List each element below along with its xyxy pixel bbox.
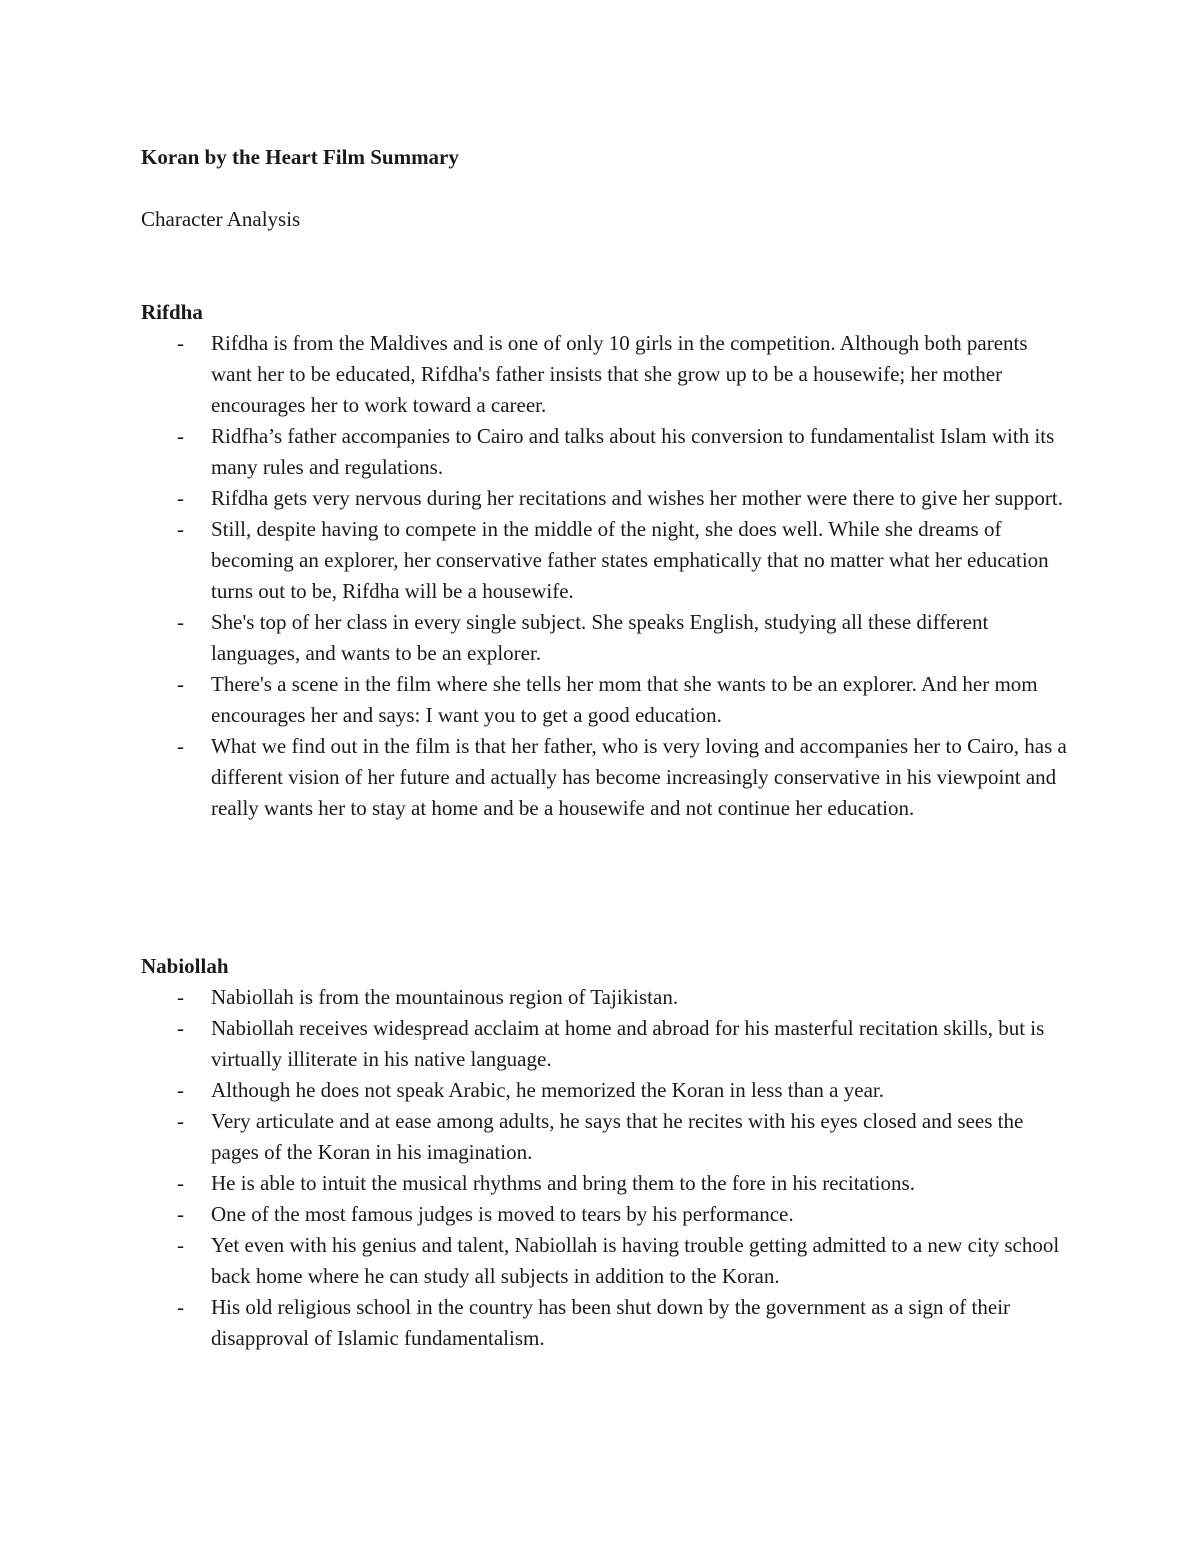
bullet-dash: - — [177, 486, 184, 510]
list-item-text: What we find out in the film is that her father, who is very loving and accompanies her to Cairo, has a different vision of her future and actually has become increasingly conservative in his viewpoint and really wants her to stay at home and be a housewife and not continue her education. — [211, 734, 1067, 820]
list-item — [141, 1075, 1071, 1106]
list-item — [141, 1230, 1071, 1292]
list-item — [141, 669, 1071, 731]
bullet-dash: - — [177, 1109, 184, 1133]
bullet-dash: - — [177, 1233, 184, 1257]
section-heading-rifdha: Rifdha — [141, 300, 203, 324]
list-item-text: His old religious school in the country has been shut down by the government as a sign of their disapproval of Islamic fundamentalism. — [211, 1295, 1011, 1350]
list-item — [141, 1292, 1071, 1354]
section-rifdha — [141, 297, 1071, 824]
bullet-dash: - — [177, 1016, 184, 1040]
section-heading-nabiollah: Nabiollah — [141, 954, 229, 978]
list-item — [141, 514, 1071, 607]
list-item — [141, 731, 1071, 824]
list-item-text: Nabiollah receives widespread acclaim at home and abroad for his masterful recitation skills, but is virtually illiterate in his native language. — [211, 1016, 1045, 1071]
bullet-dash: - — [177, 672, 184, 696]
list-item — [141, 607, 1071, 669]
list-item-text: He is able to intuit the musical rhythms and bring them to the fore in his recitations. — [211, 1171, 915, 1195]
bullet-dash: - — [177, 1078, 184, 1102]
bullet-dash: - — [177, 985, 184, 1009]
bullet-dash: - — [177, 424, 184, 448]
bullet-dash: - — [177, 1295, 184, 1319]
list-item — [141, 421, 1071, 483]
document-subtitle: Character Analysis — [141, 207, 301, 231]
list-item — [141, 1013, 1071, 1075]
list-item-text: One of the most famous judges is moved to tears by his performance. — [211, 1202, 794, 1226]
list-item — [141, 328, 1071, 421]
list-item-text: Rifdha is from the Maldives and is one of only 10 girls in the competition. Although both parents want her to be educated, Rifdha's father insists that she grow up to be a housewife; her mother encourages her to work toward a career. — [211, 331, 1028, 417]
list-item-text: Yet even with his genius and talent, Nabiollah is having trouble getting admitted to a new city school back home where he can study all subjects in addition to the Koran. — [211, 1233, 1060, 1288]
list-item-text: Still, despite having to compete in the middle of the night, she does well. While she dreams of becoming an explorer, her conservative father states emphatically that no matter what her education turns out to be, Rifdha will be a housewife. — [211, 517, 1049, 603]
document-title: Koran by the Heart Film Summary — [141, 145, 459, 169]
bullet-dash: - — [177, 734, 184, 758]
section-nabiollah — [141, 951, 1071, 1354]
list-item — [141, 1168, 1071, 1199]
bullet-list-nabiollah — [141, 982, 1071, 1354]
list-item-text: Although he does not speak Arabic, he memorized the Koran in less than a year. — [211, 1078, 884, 1102]
list-item — [141, 982, 1071, 1013]
list-item-text: Nabiollah is from the mountainous region of Tajikistan. — [211, 985, 679, 1009]
list-item-text: She's top of her class in every single subject. She speaks English, studying all these different languages, and wants to be an explorer. — [211, 610, 989, 665]
list-item-text: There's a scene in the film where she tells her mom that she wants to be an explorer. And her mom encourages her and says: I want you to get a good education. — [211, 672, 1038, 727]
bullet-dash: - — [177, 331, 184, 355]
bullet-dash: - — [177, 1171, 184, 1195]
list-item-text: Very articulate and at ease among adults, he says that he recites with his eyes closed and sees the pages of the Koran in his imagination. — [211, 1109, 1024, 1164]
bullet-dash: - — [177, 517, 184, 541]
list-item-text: Ridfha’s father accompanies to Cairo and talks about his conversion to fundamentalist Islam with its many rules and regulations. — [211, 424, 1055, 479]
bullet-list-rifdha — [141, 328, 1071, 824]
bullet-dash: - — [177, 610, 184, 634]
list-item — [141, 483, 1071, 514]
bullet-dash: - — [177, 1202, 184, 1226]
list-item-text: Rifdha gets very nervous during her recitations and wishes her mother were there to give her support. — [211, 486, 1063, 510]
list-item — [141, 1199, 1071, 1230]
list-item — [141, 1106, 1071, 1168]
